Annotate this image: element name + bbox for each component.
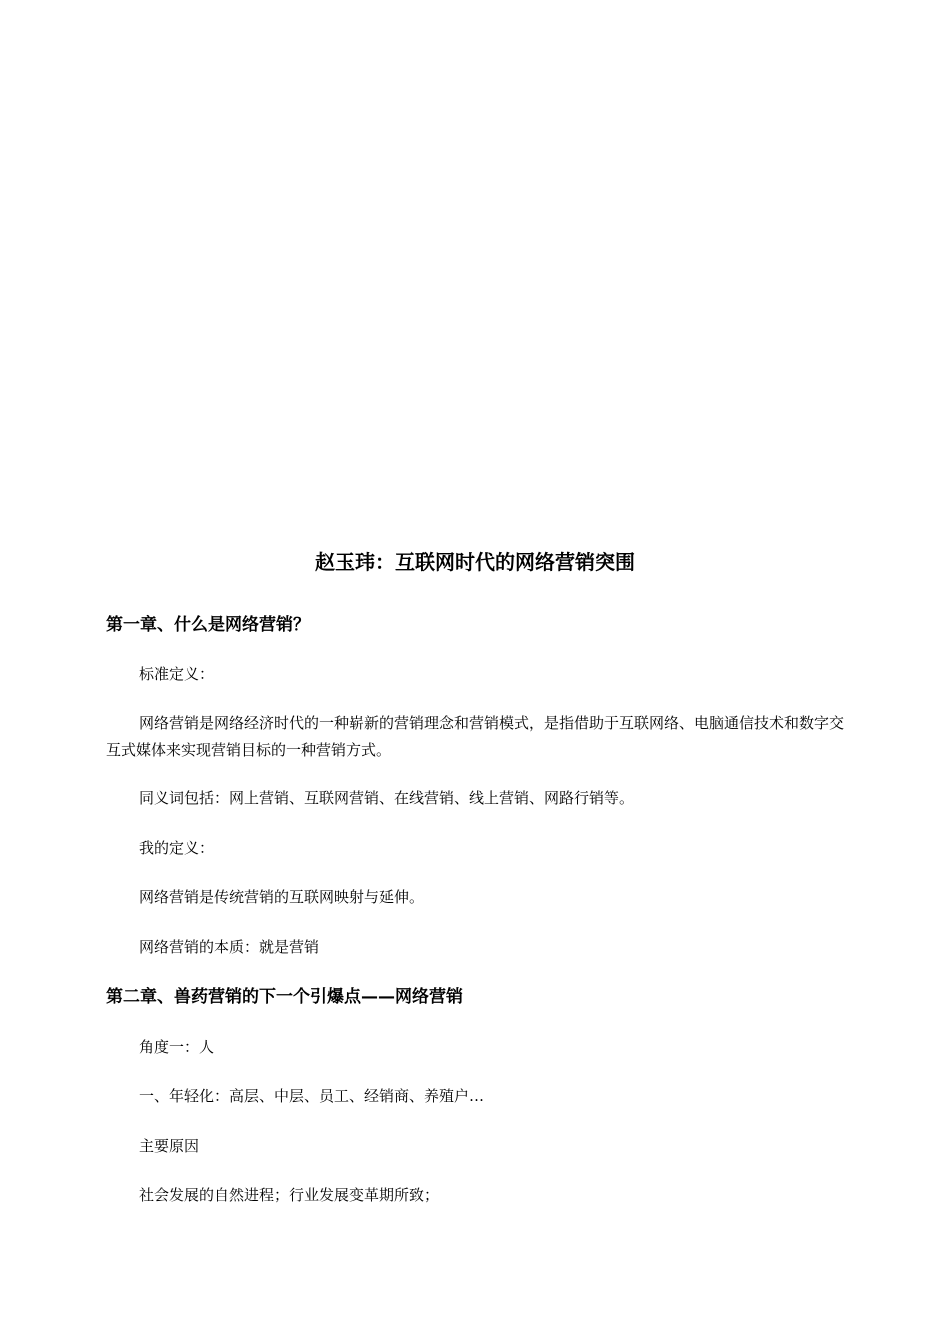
chapter-1-paragraph-3: 同义词包括：网上营销、互联网营销、在线营销、线上营销、网路行销等。: [139, 789, 635, 807]
chapter-2-paragraph-3: 主要原因: [139, 1137, 200, 1155]
chapter-1-paragraph-1: 标准定义：: [139, 665, 215, 683]
chapter-1-paragraph-4: 我的定义：: [139, 839, 215, 857]
chapter-1-paragraph-5: 网络营销是传统营销的互联网映射与延伸。: [139, 888, 425, 906]
chapter-1-paragraph-2: 网络营销是网络经济时代的一种崭新的营销理念和营销模式，是指借助于互联网络、电脑通信技术和数字交互式媒体来实现营销目标的一种营销方式。: [106, 714, 845, 759]
chapter-1-paragraph-6: 网络营销的本质：就是营销: [139, 938, 320, 956]
chapter-2-paragraph-4: 社会发展的自然进程；行业发展变革期所致；: [139, 1186, 440, 1204]
chapter-2-paragraph-2: 一、年轻化：高层、中层、员工、经销商、养殖户…: [139, 1087, 485, 1105]
chapter-2-heading: 第二章、兽药营销的下一个引爆点——网络营销: [106, 987, 463, 1007]
chapter-2-paragraph-1: 角度一：人: [139, 1038, 215, 1056]
chapter-1-heading: 第一章、什么是网络营销？: [106, 615, 310, 635]
document-title: 赵玉玮：互联网时代的网络营销突围: [315, 550, 635, 574]
